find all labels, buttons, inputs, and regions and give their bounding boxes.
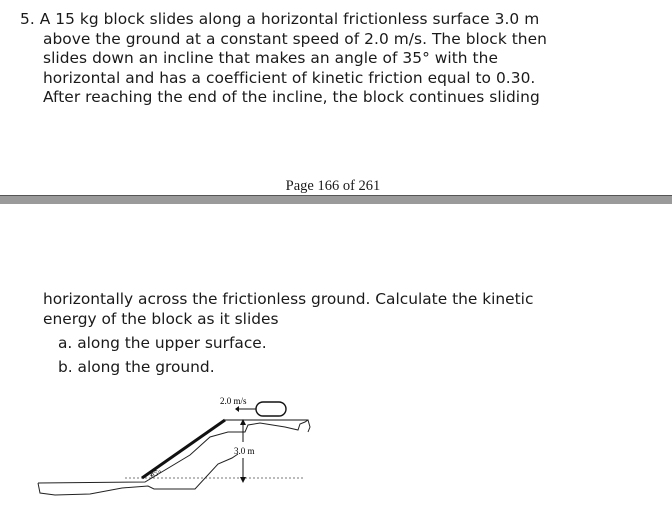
problem-line-5: After reaching the end of the incline, the block continues sliding xyxy=(43,88,540,106)
sub-question-a: a. along the upper surface. xyxy=(58,334,267,352)
page-top xyxy=(0,0,672,196)
block xyxy=(256,402,286,416)
speed-label: 2.0 m/s xyxy=(220,396,247,406)
terrain-outline xyxy=(38,420,310,495)
incline-diagram xyxy=(30,392,330,510)
angle-label: 35° xyxy=(150,469,162,478)
height-label: 3.0 m xyxy=(234,446,255,456)
sub-question-b: b. along the ground. xyxy=(58,358,215,376)
problem-line-1: 5. A 15 kg block slides along a horizontal frictionless surface 3.0 m xyxy=(20,10,540,28)
problem-line-3: slides down an incline that makes an angle of 35° with the xyxy=(43,49,498,67)
page-gap xyxy=(0,196,672,204)
page-footer xyxy=(0,178,672,195)
problem-line-4: horizontal and has a coefficient of kinetic friction equal to 0.30. xyxy=(43,69,536,87)
problem-line-2: above the ground at a constant speed of 2.0 m/s. The block then xyxy=(43,30,547,48)
continuation-line-2: energy of the block as it slides xyxy=(43,310,279,328)
page-number: Page 166 of 261 xyxy=(285,178,381,194)
continuation-line-1: horizontally across the frictionless ground. Calculate the kinetic xyxy=(43,290,534,308)
